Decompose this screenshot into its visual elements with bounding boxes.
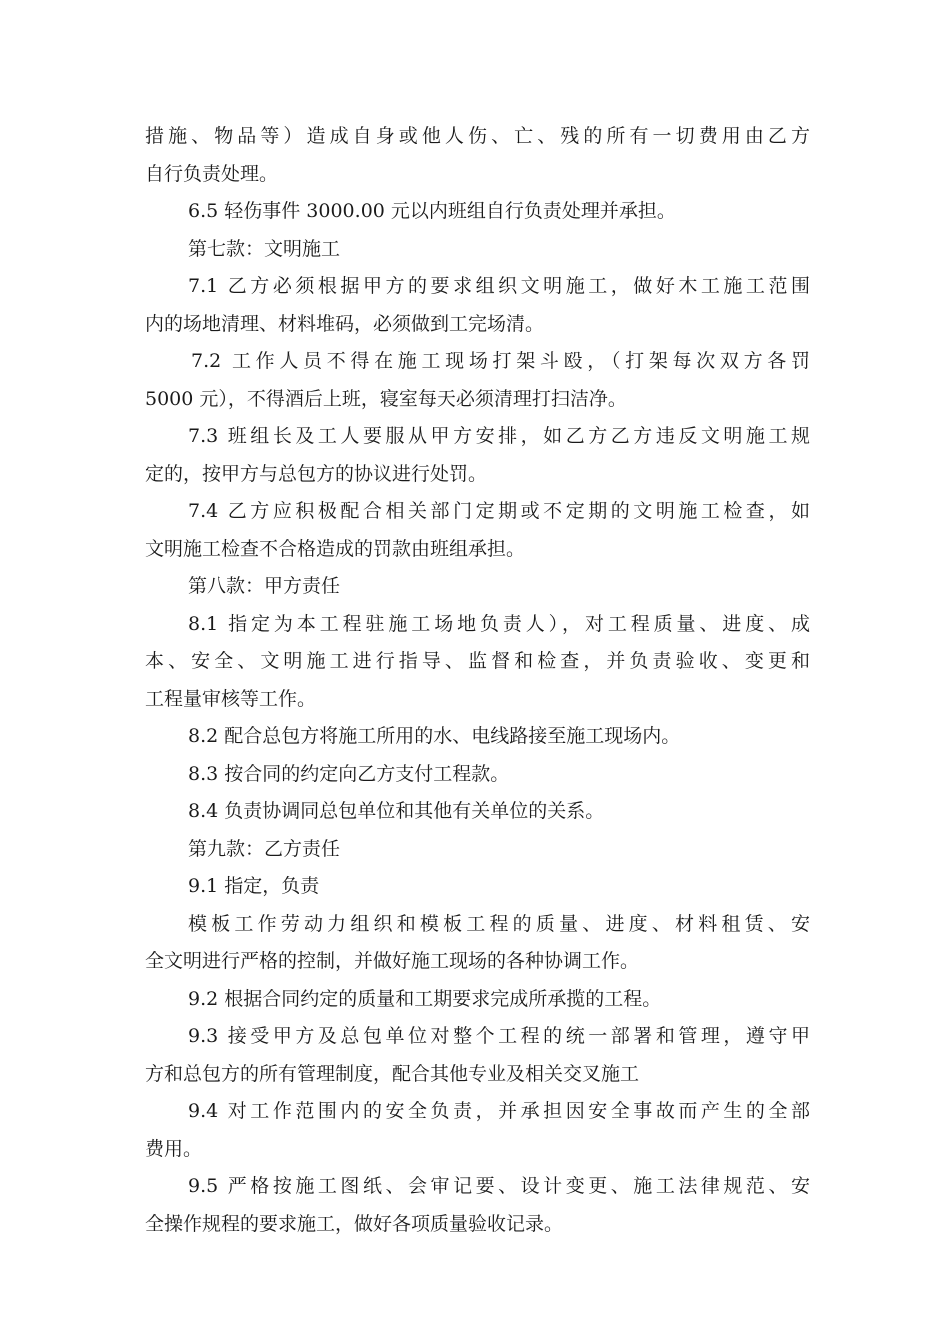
- text-line: 8.3 按合同的约定向乙方支付工程款。: [188, 762, 510, 785]
- text-line: 9.1 指定，负责: [188, 875, 320, 897]
- text-line: 7.3 班组长及工人要服从甲方安排，如乙方乙方违反文明施工规: [188, 425, 810, 447]
- text-line: 本、安全、文明施工进行指导、监督和检查，并负责验收、变更和: [145, 650, 810, 672]
- text-line: 第七款：文明施工: [188, 237, 341, 260]
- text-line: 第九款：乙方责任: [188, 837, 341, 860]
- text-line: 9.3 接受甲方及总包单位对整个工程的统一部署和管理，遵守甲: [188, 1025, 810, 1047]
- text-line: 9.2 根据合同约定的质量和工期要求完成所承揽的工程。: [188, 987, 662, 1010]
- text-line: 7.2 工作人员不得在施工现场打架斗殴，（打架每次双方各罚: [191, 350, 810, 372]
- document-body: [145, 118, 810, 1243]
- text-line: 8.1 指定为本工程驻施工场地负责人），对工程质量、进度、成: [188, 612, 810, 635]
- text-line: 工程量审核等工作。: [145, 687, 317, 710]
- text-line: 7.1 乙方必须根据甲方的要求组织文明施工，做好木工施工范围: [188, 275, 810, 297]
- text-line: 费用。: [145, 1137, 203, 1160]
- text-line: 9.5 严格按施工图纸、会审记要、设计变更、施工法律规范、安: [188, 1175, 810, 1197]
- text-line: 定的，按甲方与总包方的协议进行处罚。: [145, 462, 488, 485]
- text-line: 8.4 负责协调同总包单位和其他有关单位的关系。: [188, 800, 605, 822]
- text-line: 6.5 轻伤事件 3000.00 元以内班组自行负责处理并承担。: [188, 200, 676, 222]
- text-line: 8.2 配合总包方将施工所用的水、电线路接至施工现场内。: [188, 725, 681, 747]
- text-line: 方和总包方的所有管理制度，配合其他专业及相关交叉施工: [145, 1062, 640, 1085]
- text-line: 模板工作劳动力组织和模板工程的质量、进度、材料租赁、安: [188, 912, 810, 935]
- text-line: 7.4 乙方应积极配合相关部门定期或不定期的文明施工检查，如: [188, 500, 810, 522]
- text-line: 第八款：甲方责任: [188, 575, 341, 597]
- text-line: 措施、物品等）造成自身或他人伤、亡、残的所有一切费用由乙方: [145, 125, 810, 147]
- text-line: 全文明进行严格的控制，并做好施工现场的各种协调工作。: [145, 950, 640, 972]
- text-line: 内的场地清理、材料堆码，必须做到工完场清。: [145, 312, 545, 335]
- text-line: 5000 元），不得酒后上班，寝室每天必须清理打扫洁净。: [145, 387, 627, 410]
- text-line: 全操作规程的要求施工，做好各项质量验收记录。: [145, 1212, 564, 1235]
- text-line: 9.4 对工作范围内的安全负责，并承担因安全事故而产生的全部: [188, 1100, 810, 1122]
- text-line: 自行负责处理。: [145, 162, 279, 185]
- text-line: 文明施工检查不合格造成的罚款由班组承担。: [145, 537, 526, 560]
